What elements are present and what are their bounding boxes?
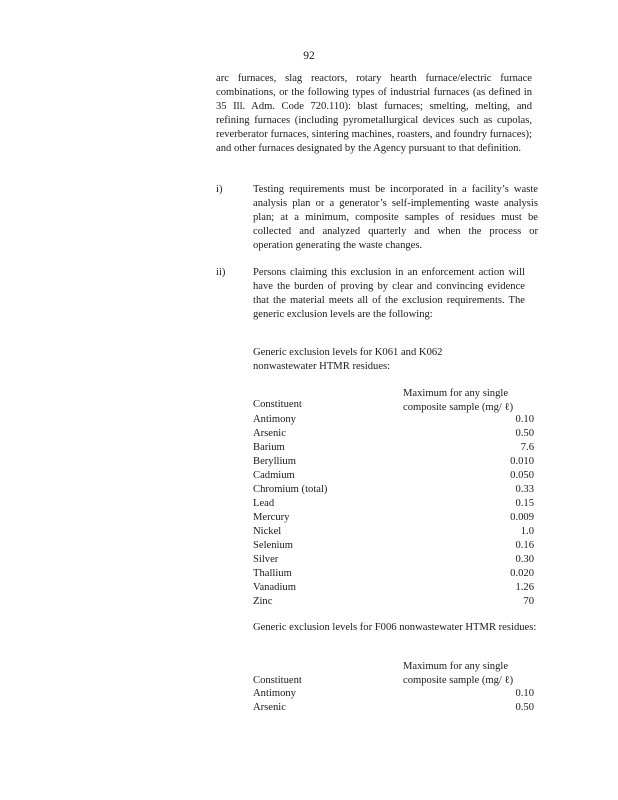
item-number-i: i) [216, 184, 223, 195]
constituent-name: Arsenic [253, 428, 286, 439]
table-row [253, 455, 534, 469]
constituent-value: 0.30 [515, 554, 534, 565]
table-row [253, 413, 534, 427]
constituent-value: 1.0 [520, 526, 534, 537]
constituent-name: Barium [253, 442, 285, 453]
table-row [253, 441, 534, 455]
constituent-value: 7.6 [520, 442, 534, 453]
constituent-value: 0.009 [510, 512, 534, 523]
column-header-line: composite sample (mg/ ℓ) [403, 675, 514, 686]
column-header-line: Maximum for any single [403, 388, 509, 399]
constituent-name: Antimony [253, 688, 296, 699]
constituent-name: Lead [253, 498, 275, 509]
table-row [253, 469, 534, 483]
exclusion-table-k061 [253, 413, 534, 609]
exclusion-table-f006 [253, 687, 534, 715]
table-row [253, 553, 534, 567]
table-title-f006: Generic exclusion levels for F006 nonwastewater HTMR residues: [253, 622, 537, 633]
table-row [253, 687, 534, 701]
constituent-name: Chromium (total) [253, 484, 328, 495]
table-row [253, 525, 534, 539]
table-row [253, 581, 534, 595]
table-row [253, 567, 534, 581]
constituent-value: 0.010 [510, 456, 534, 467]
constituent-value: 0.50 [515, 428, 534, 439]
table-row [253, 427, 534, 441]
constituent-value: 0.16 [515, 540, 534, 551]
constituent-value: 70 [523, 596, 534, 607]
constituent-name: Nickel [253, 526, 282, 537]
constituent-name: Arsenic [253, 702, 286, 713]
constituent-value: 1.26 [515, 582, 534, 593]
constituent-value: 0.10 [515, 414, 534, 425]
table-row [253, 483, 534, 497]
column-header-line: composite sample (mg/ ℓ) [403, 402, 514, 413]
constituent-value: 0.33 [515, 484, 534, 495]
item-number-ii: ii) [216, 267, 226, 278]
item-text-ii: Persons claiming this exclusion in an enforcement action will have the burden of proving by clear and convincing evidence that the material meets all of the exclusion requirements. The generic exclusion levels are the following: [253, 267, 525, 320]
table-row [253, 539, 534, 553]
column-header-maximum [403, 387, 543, 415]
table-row [253, 497, 534, 511]
item-text-i: Testing requirements must be incorporated in a facility’s waste analysis plan or a generator’s self-implementing waste analysis plan; at a minimum, composite samples of residues must be collected and analyzed quarterly and when the process or operation generating the waste changes. [253, 184, 538, 251]
constituent-name: Selenium [253, 540, 294, 551]
constituent-name: Vanadium [253, 582, 296, 593]
table-row [253, 701, 534, 715]
constituent-name: Antimony [253, 414, 296, 425]
table-title-k061: Generic exclusion levels for K061 and K062 nonwastewater HTMR residues: [253, 347, 443, 372]
constituent-name: Thallium [253, 568, 292, 579]
constituent-value: 0.020 [510, 568, 534, 579]
column-header-constituent: Constituent [253, 675, 302, 686]
constituent-value: 0.50 [515, 702, 534, 713]
constituent-name: Zinc [253, 596, 273, 607]
constituent-name: Cadmium [253, 470, 295, 481]
table-row [253, 511, 534, 525]
constituent-value: 0.050 [510, 470, 534, 481]
constituent-name: Beryllium [253, 456, 296, 467]
constituent-value: 0.15 [515, 498, 534, 509]
column-header-maximum [403, 660, 543, 688]
column-header-line: Maximum for any single [403, 661, 509, 672]
page-number: 92 [303, 50, 315, 62]
table-row [253, 595, 534, 609]
column-header-constituent: Constituent [253, 399, 302, 410]
constituent-name: Silver [253, 554, 279, 565]
constituent-name: Mercury [253, 512, 290, 523]
intro-paragraph: arc furnaces, slag reactors, rotary hearth furnace/electric furnace combinations, or the following types of industrial furnaces (as defined in 35 Ill. Adm. Code 720.110): blast furnaces; smelting, melting, and refining furnaces (including pyrometallurgical devices such as cupolas, reverberator furnaces, sintering machines, roasters, and foundry furnaces); and other furnaces designated by the Agency pursuant to that definition. [216, 73, 532, 154]
constituent-value: 0.10 [515, 688, 534, 699]
